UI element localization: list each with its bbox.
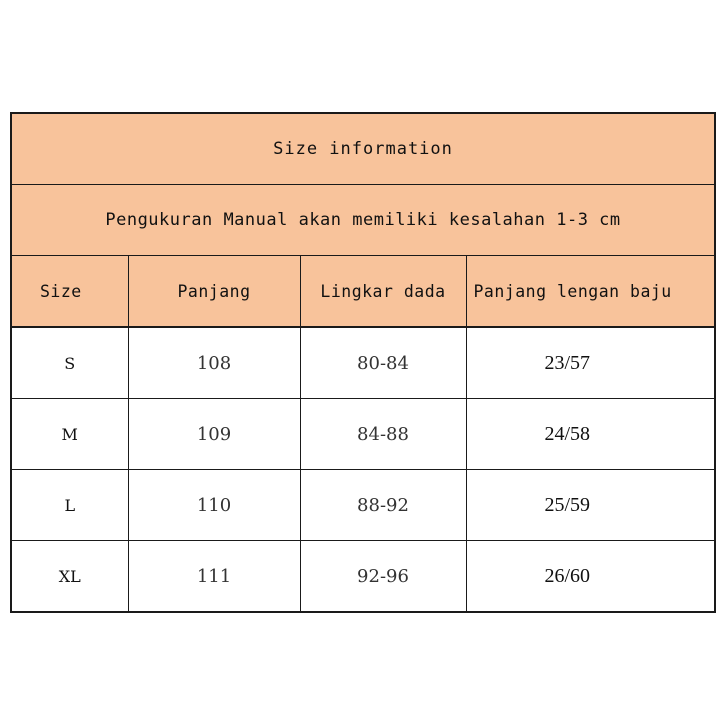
table-title: Size information (11, 113, 715, 185)
cell-length: 110 (128, 470, 300, 541)
header-sleeve: Panjang lengan baju (466, 256, 715, 328)
cell-size: L (11, 470, 128, 541)
cell-size: XL (11, 541, 128, 613)
size-chart-table (10, 112, 716, 613)
cell-size: S (11, 327, 128, 399)
cell-sleeve: 26/60 (466, 541, 715, 613)
title-row (11, 113, 715, 185)
cell-sleeve: 25/59 (466, 470, 715, 541)
cell-sleeve: 24/58 (466, 399, 715, 470)
cell-size: M (11, 399, 128, 470)
header-row (11, 256, 715, 328)
cell-sleeve: 23/57 (466, 327, 715, 399)
measurement-note: Pengukuran Manual akan memiliki kesalahan 1-3 cm (11, 185, 715, 256)
table-row (11, 470, 715, 541)
header-length: Panjang (128, 256, 300, 328)
note-row (11, 185, 715, 256)
table-row (11, 399, 715, 470)
table-row (11, 541, 715, 613)
cell-length: 108 (128, 327, 300, 399)
cell-chest: 88-92 (300, 470, 466, 541)
cell-length: 111 (128, 541, 300, 613)
cell-length: 109 (128, 399, 300, 470)
header-chest: Lingkar dada (300, 256, 466, 328)
cell-chest: 80-84 (300, 327, 466, 399)
header-size: Size (11, 256, 128, 328)
table-row (11, 327, 715, 399)
cell-chest: 84-88 (300, 399, 466, 470)
cell-chest: 92-96 (300, 541, 466, 613)
